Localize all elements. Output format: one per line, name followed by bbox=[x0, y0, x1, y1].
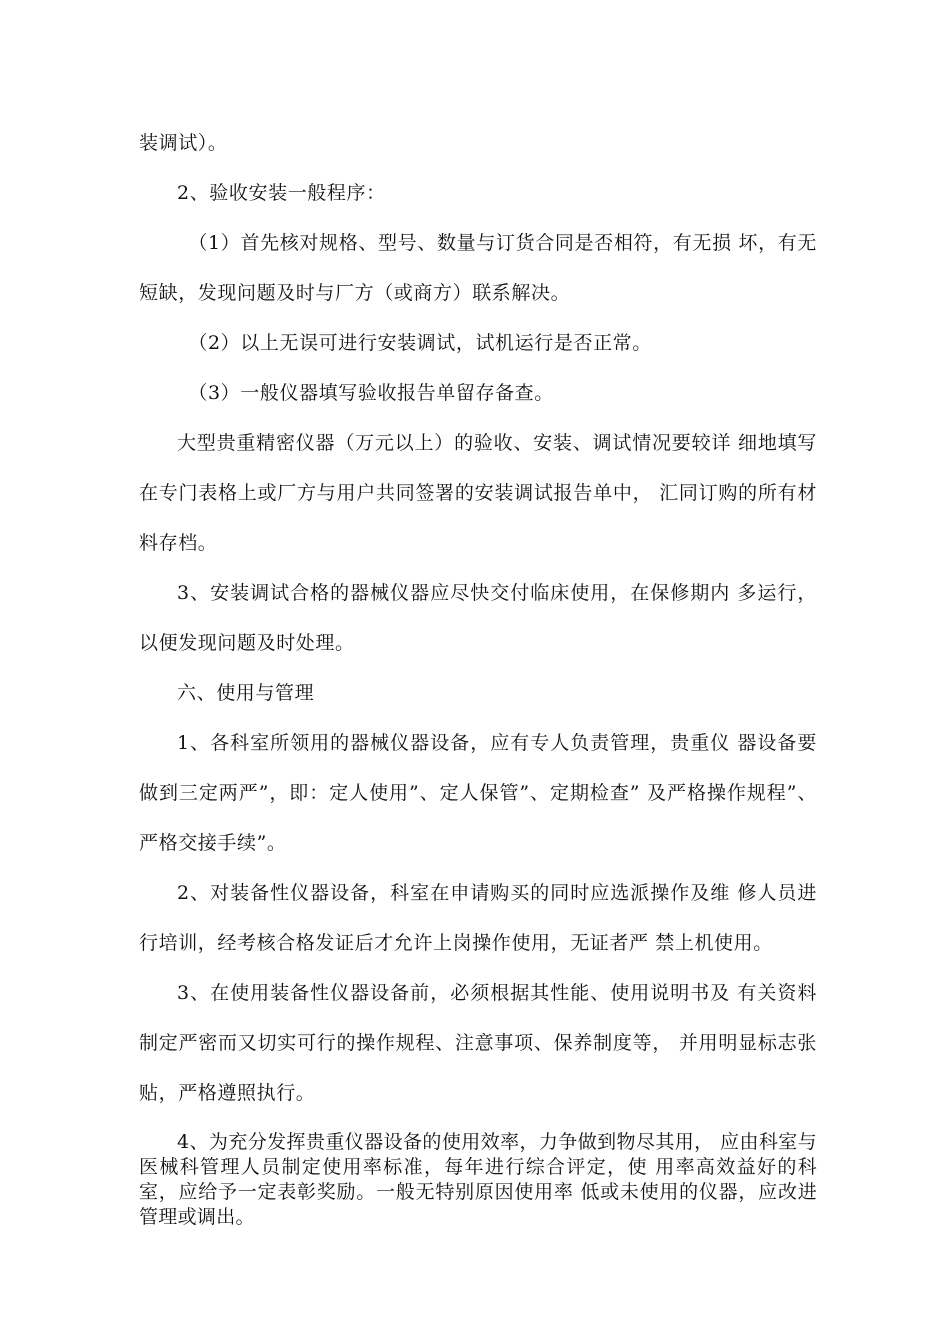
paragraph-usage-2: 2、对装备性仪器设备，科室在申请购买的同时应选派操作及维 修人员进行培训，经考核合格发证后才允许上岗操作使用，无证者严 禁上机使用。 bbox=[139, 882, 817, 954]
paragraph-item-3: 3、安装调试合格的器械仪器应尽快交付临床使用，在保修期内 多运行，以便发现问题及时处理。 bbox=[139, 582, 817, 654]
paragraph-step-1: （1）首先核对规格、型号、数量与订货合同是否相符，有无损 坏，有无短缺，发现问题及时与厂方（或商方）联系解决。 bbox=[139, 232, 817, 304]
paragraph-large-instruments: 大型贵重精密仪器（万元以上）的验收、安装、调试情况要较详 细地填写在专门表格上或厂方与用户共同签署的安装调试报告单中， 汇同订购的所有材料存档。 bbox=[139, 432, 817, 554]
paragraph-usage-3: 3、在使用装备性仪器设备前，必须根据其性能、使用说明书及 有关资料制定严密而又切实可行的操作规程、注意事项、保养制度等， 并用明显标志张贴，严格遵照执行。 bbox=[139, 982, 817, 1104]
paragraph-usage-1: 1、各科室所领用的器械仪器设备，应有专人负责管理，贵重仪 器设备要做到三定两严”，即：定人使用”、定人保管”、定期检查” 及严格操作规程”、严格交接手续”。 bbox=[139, 732, 817, 854]
paragraph-continuation: 装调试）。 bbox=[139, 132, 228, 154]
paragraph-usage-4: 4、为充分发挥贵重仪器设备的使用效率，力争做到物尽其用， 应由科室与医械科管理人员制定使用率标准，每年进行综合评定，使 用率高效益好的科室，应给予一定表彰奖励。一般无特别原因使用率 低或未使用的仪器，应改进管理或调出。 bbox=[139, 1131, 817, 1228]
section-heading-usage: 六、使用与管理 bbox=[177, 682, 315, 704]
paragraph-step-2: （2）以上无误可进行安装调试，试机运行是否正常。 bbox=[188, 332, 652, 354]
paragraph-step-3: （3）一般仪器填写验收报告单留存备查。 bbox=[188, 382, 554, 404]
paragraph-procedure-heading: 2、验收安装一般程序： bbox=[177, 182, 386, 204]
